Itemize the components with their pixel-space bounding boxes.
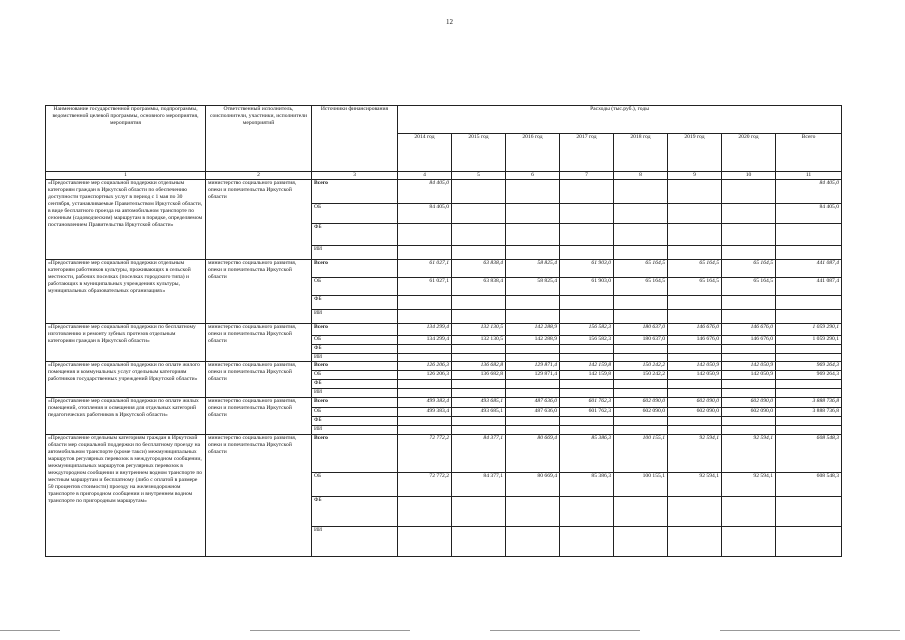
- amount-cell: [668, 354, 722, 362]
- column-index: 10: [722, 172, 776, 180]
- scan-edge: [250, 630, 410, 631]
- amount-cell: [398, 345, 452, 354]
- funding-source: ОБ: [312, 336, 398, 345]
- header-year: 2014 год: [398, 134, 452, 172]
- amount-cell: 142 288,9: [506, 324, 560, 336]
- funding-source: ОБ: [312, 408, 398, 417]
- amount-cell: 142 159,8: [560, 362, 614, 371]
- amount-cell: [614, 426, 668, 435]
- amount-cell: 65 164,5: [614, 260, 668, 278]
- amount-cell: [506, 497, 560, 527]
- amount-cell: [668, 527, 722, 557]
- funding-source: Всего: [312, 398, 398, 408]
- program-executor: министерство социального развития, опеки и попечительства Иркутской области: [206, 435, 312, 557]
- amount-cell: [506, 417, 560, 426]
- program-executor: министерство социального развития, опеки и попечительства Иркутской области: [206, 260, 312, 324]
- program-executor: министерство социального развития, опеки и попечительства Иркутской области: [206, 362, 312, 398]
- funding-source: Всего: [312, 435, 398, 473]
- amount-cell: [452, 389, 506, 398]
- header-expenses: Расходы (тыс.руб.), годы: [398, 106, 842, 134]
- amount-cell: 72 772,2: [398, 435, 452, 473]
- amount-cell: [722, 345, 776, 354]
- header-year: 2018 год: [614, 134, 668, 172]
- amount-cell: [398, 246, 452, 260]
- funding-source: ФБ: [312, 224, 398, 246]
- amount-cell: 61 027,1: [398, 278, 452, 296]
- amount-cell: 441 087,4: [776, 278, 842, 296]
- amount-cell: [560, 497, 614, 527]
- amount-cell: 146 676,0: [722, 324, 776, 336]
- program-name: «Предоставление мер социальной поддержки отдельным категориям граждан в Иркутской области по обеспечению доступности транспортных услуг в период с 1 мая по 30 сентября, устанавливаемые Правительством Иркутской области, в виде бесплатного проезда на автомобильном транспорте по сезонным (садоводческим) маршрутам в порядке, определяемом постановлением Правительства Иркутской области»: [46, 180, 206, 260]
- amount-cell: [722, 380, 776, 389]
- amount-cell: [452, 345, 506, 354]
- amount-cell: [452, 527, 506, 557]
- amount-cell: 142 288,9: [506, 336, 560, 345]
- program-name: «Предоставление мер социальной поддержки по бесплатному изготовлению и ремонту зубных протезов отдельным категориям граждан в Иркутской области»: [46, 324, 206, 362]
- column-index: 3: [312, 172, 398, 180]
- amount-cell: [452, 180, 506, 204]
- amount-cell: 100 155,1: [614, 473, 668, 497]
- amount-cell: 969 264,3: [776, 362, 842, 371]
- amount-cell: [668, 497, 722, 527]
- amount-cell: 84 405,0: [398, 204, 452, 224]
- header-executor: Ответственный исполнитель, соисполнители, участники, исполнители мероприятий: [206, 106, 312, 172]
- funding-source: ИИ: [312, 354, 398, 362]
- amount-cell: 969 264,3: [776, 371, 842, 380]
- amount-cell: [398, 380, 452, 389]
- column-index: 1: [46, 172, 206, 180]
- amount-cell: 63 838,4: [452, 260, 506, 278]
- amount-cell: [776, 310, 842, 324]
- header-year: 2016 год: [506, 134, 560, 172]
- funding-source: ФБ: [312, 380, 398, 389]
- amount-cell: [722, 389, 776, 398]
- table-row: [46, 260, 842, 278]
- amount-cell: [452, 246, 506, 260]
- program-executor: министерство социального развития, опеки и попечительства Иркутской области: [206, 324, 312, 362]
- amount-cell: 180 637,0: [614, 324, 668, 336]
- program-executor: министерство социального развития, опеки и попечительства Иркутской области: [206, 180, 312, 260]
- funding-source: ФБ: [312, 417, 398, 426]
- funding-source: ИИ: [312, 389, 398, 398]
- table-row: [46, 435, 842, 473]
- amount-cell: [614, 380, 668, 389]
- amount-cell: [560, 389, 614, 398]
- amount-cell: 100 155,1: [614, 435, 668, 473]
- financing-table: [45, 105, 842, 557]
- amount-cell: 487 636,0: [506, 398, 560, 408]
- amount-cell: [506, 296, 560, 310]
- amount-cell: [506, 180, 560, 204]
- amount-cell: 129 871,4: [506, 362, 560, 371]
- amount-cell: [398, 417, 452, 426]
- amount-cell: [776, 417, 842, 426]
- amount-cell: 1 059 290,1: [776, 324, 842, 336]
- amount-cell: [722, 204, 776, 224]
- header-source: Источники финансирования: [312, 106, 398, 172]
- amount-cell: [614, 345, 668, 354]
- program-name: «Предоставление мер социальной поддержки по оплате жилого помещения и коммунальных услуг отдельным категориям работников государственных учреждений Иркутской области»: [46, 362, 206, 398]
- header-program-name: Наименование государственной программы, подпрограммы, ведомственной целевой программы, основного мероприятия, мероприятия: [46, 106, 206, 172]
- amount-cell: 92 594,1: [722, 473, 776, 497]
- amount-cell: 1 059 290,1: [776, 336, 842, 345]
- amount-cell: 61 027,1: [398, 260, 452, 278]
- page-number: 12: [446, 18, 453, 26]
- scan-edge: [720, 630, 900, 631]
- amount-cell: 65 164,5: [722, 260, 776, 278]
- amount-cell: 132 130,5: [452, 336, 506, 345]
- amount-cell: [506, 345, 560, 354]
- amount-cell: [668, 296, 722, 310]
- amount-cell: 3 888 736,8: [776, 408, 842, 417]
- amount-cell: [506, 224, 560, 246]
- amount-cell: [560, 204, 614, 224]
- amount-cell: [776, 389, 842, 398]
- amount-cell: [668, 380, 722, 389]
- amount-cell: 142 050,9: [722, 362, 776, 371]
- amount-cell: [614, 204, 668, 224]
- amount-cell: 92 594,1: [668, 435, 722, 473]
- amount-cell: [722, 296, 776, 310]
- amount-cell: [506, 380, 560, 389]
- amount-cell: 493 685,1: [452, 398, 506, 408]
- amount-cell: [560, 380, 614, 389]
- scan-edge: [490, 630, 640, 631]
- amount-cell: [776, 224, 842, 246]
- column-index: 9: [668, 172, 722, 180]
- amount-cell: [722, 246, 776, 260]
- amount-cell: [614, 417, 668, 426]
- amount-cell: [722, 426, 776, 435]
- header-year: 2015 год: [452, 134, 506, 172]
- header-year: 2019 год: [668, 134, 722, 172]
- amount-cell: 65 164,5: [722, 278, 776, 296]
- amount-cell: [722, 417, 776, 426]
- amount-cell: [776, 380, 842, 389]
- amount-cell: [452, 224, 506, 246]
- program-name: «Предоставление мер социальной поддержки по оплате жилых помещений, отопления и освещения для отдельных категорий педагогических работников в Иркутской области»: [46, 398, 206, 435]
- amount-cell: 84 377,1: [452, 435, 506, 473]
- amount-cell: [776, 345, 842, 354]
- amount-cell: 92 594,1: [668, 473, 722, 497]
- amount-cell: 180 637,0: [614, 336, 668, 345]
- amount-cell: 3 888 736,8: [776, 398, 842, 408]
- amount-cell: [722, 497, 776, 527]
- funding-source: ФБ: [312, 345, 398, 354]
- amount-cell: 602 090,0: [722, 398, 776, 408]
- amount-cell: 601 762,3: [560, 408, 614, 417]
- amount-cell: 84 377,1: [452, 473, 506, 497]
- funding-source: Всего: [312, 180, 398, 204]
- program-executor: министерство социального развития, опеки и попечительства Иркутской области: [206, 398, 312, 435]
- amount-cell: [560, 180, 614, 204]
- amount-cell: [452, 354, 506, 362]
- amount-cell: [506, 389, 560, 398]
- funding-source: ОБ: [312, 278, 398, 296]
- amount-cell: 499 383,4: [398, 408, 452, 417]
- funding-source: ИИ: [312, 426, 398, 435]
- amount-cell: [668, 310, 722, 324]
- amount-cell: 80 669,4: [506, 473, 560, 497]
- amount-cell: [668, 246, 722, 260]
- amount-cell: 58 825,4: [506, 260, 560, 278]
- amount-cell: [668, 426, 722, 435]
- amount-cell: [452, 380, 506, 389]
- amount-cell: 441 087,4: [776, 260, 842, 278]
- column-index: 5: [452, 172, 506, 180]
- amount-cell: 602 090,0: [668, 398, 722, 408]
- amount-cell: [614, 180, 668, 204]
- amount-cell: 499 383,4: [398, 398, 452, 408]
- amount-cell: [560, 426, 614, 435]
- amount-cell: [668, 204, 722, 224]
- amount-cell: [506, 310, 560, 324]
- program-name: «Предоставление отдельным категориям граждан в Иркутской области мер социальной поддержки по бесплатному проезду на автомобильном транспорте (кроме такси) межмуниципальных маршрутов регулярных перевозок в междугородном сообщении, межмуниципальных маршрутов регулярных перевозок в междугородном сообщении и внутреннем водном транспорте по местным маршрутам и бесплатному (либо с оплатой в размере 50 процентов стоимости) проезду на железнодорожном транспорте в пригородном сообщении и внутреннем водном транспорте по пригородным маршрутам»: [46, 435, 206, 557]
- amount-cell: 602 090,0: [614, 398, 668, 408]
- column-index: 4: [398, 172, 452, 180]
- amount-cell: [506, 426, 560, 435]
- amount-cell: 142 159,8: [560, 371, 614, 380]
- amount-cell: [668, 389, 722, 398]
- amount-cell: 156 582,3: [560, 324, 614, 336]
- column-index: 6: [506, 172, 560, 180]
- column-index: 7: [560, 172, 614, 180]
- table-row: [46, 398, 842, 408]
- amount-cell: [776, 246, 842, 260]
- amount-cell: [668, 180, 722, 204]
- amount-cell: [452, 204, 506, 224]
- amount-cell: 84 405,0: [776, 204, 842, 224]
- amount-cell: [776, 354, 842, 362]
- amount-cell: [722, 224, 776, 246]
- funding-source: Всего: [312, 324, 398, 336]
- amount-cell: 84 405,0: [398, 180, 452, 204]
- amount-cell: 126 206,3: [398, 362, 452, 371]
- table-row: [46, 180, 842, 204]
- amount-cell: [398, 296, 452, 310]
- amount-cell: 136 682,8: [452, 362, 506, 371]
- amount-cell: 126 206,3: [398, 371, 452, 380]
- amount-cell: 85 386,3: [560, 473, 614, 497]
- amount-cell: [722, 527, 776, 557]
- amount-cell: [452, 296, 506, 310]
- amount-cell: [668, 345, 722, 354]
- header-year: 2017 год: [560, 134, 614, 172]
- amount-cell: 85 386,3: [560, 435, 614, 473]
- column-index: 11: [776, 172, 842, 180]
- table-row: [46, 324, 842, 336]
- amount-cell: 136 682,8: [452, 371, 506, 380]
- amount-cell: [398, 310, 452, 324]
- amount-cell: [452, 426, 506, 435]
- amount-cell: 61 903,0: [560, 260, 614, 278]
- amount-cell: 487 636,0: [506, 408, 560, 417]
- amount-cell: 142 050,9: [668, 362, 722, 371]
- amount-cell: [452, 417, 506, 426]
- amount-cell: [614, 389, 668, 398]
- amount-cell: [506, 527, 560, 557]
- amount-cell: [506, 246, 560, 260]
- table-row: [46, 362, 842, 371]
- amount-cell: [398, 354, 452, 362]
- funding-source: Всего: [312, 260, 398, 278]
- amount-cell: 80 669,4: [506, 435, 560, 473]
- header-total: Всего: [776, 134, 842, 172]
- amount-cell: 493 685,1: [452, 408, 506, 417]
- funding-source: ФБ: [312, 296, 398, 310]
- amount-cell: [722, 180, 776, 204]
- amount-cell: 65 164,5: [614, 278, 668, 296]
- amount-cell: [560, 527, 614, 557]
- header-year: 2020 год: [722, 134, 776, 172]
- amount-cell: [560, 246, 614, 260]
- amount-cell: 142 050,9: [722, 371, 776, 380]
- amount-cell: 608 548,3: [776, 473, 842, 497]
- amount-cell: [722, 310, 776, 324]
- amount-cell: 132 130,5: [452, 324, 506, 336]
- amount-cell: [398, 426, 452, 435]
- amount-cell: 134 299,4: [398, 336, 452, 345]
- column-index: 8: [614, 172, 668, 180]
- amount-cell: 608 548,3: [776, 435, 842, 473]
- amount-cell: 146 676,0: [668, 324, 722, 336]
- amount-cell: [614, 354, 668, 362]
- amount-cell: 65 164,5: [668, 260, 722, 278]
- amount-cell: 61 903,0: [560, 278, 614, 296]
- amount-cell: [614, 296, 668, 310]
- amount-cell: [776, 497, 842, 527]
- amount-cell: [398, 224, 452, 246]
- amount-cell: [668, 417, 722, 426]
- amount-cell: [560, 354, 614, 362]
- amount-cell: [668, 224, 722, 246]
- amount-cell: 602 090,0: [668, 408, 722, 417]
- amount-cell: 84 405,0: [776, 180, 842, 204]
- amount-cell: 134 299,4: [398, 324, 452, 336]
- amount-cell: [398, 527, 452, 557]
- funding-source: ОБ: [312, 473, 398, 497]
- amount-cell: [614, 246, 668, 260]
- funding-source: ИИ: [312, 527, 398, 557]
- funding-source: Всего: [312, 362, 398, 371]
- amount-cell: 129 871,4: [506, 371, 560, 380]
- funding-source: ИИ: [312, 310, 398, 324]
- amount-cell: [722, 354, 776, 362]
- amount-cell: 58 825,4: [506, 278, 560, 296]
- scan-edge: [0, 630, 60, 631]
- amount-cell: [614, 527, 668, 557]
- amount-cell: 146 676,0: [722, 336, 776, 345]
- amount-cell: 72 772,2: [398, 473, 452, 497]
- amount-cell: [614, 224, 668, 246]
- funding-source: ИИ: [312, 246, 398, 260]
- funding-source: ФБ: [312, 497, 398, 527]
- amount-cell: 150 242,2: [614, 371, 668, 380]
- amount-cell: [398, 497, 452, 527]
- amount-cell: 92 594,1: [722, 435, 776, 473]
- amount-cell: [776, 426, 842, 435]
- amount-cell: 602 090,0: [614, 408, 668, 417]
- amount-cell: [560, 417, 614, 426]
- amount-cell: [560, 310, 614, 324]
- funding-source: ОБ: [312, 371, 398, 380]
- amount-cell: 601 762,3: [560, 398, 614, 408]
- amount-cell: 63 838,4: [452, 278, 506, 296]
- amount-cell: [452, 497, 506, 527]
- amount-cell: [614, 310, 668, 324]
- funding-source: ОБ: [312, 204, 398, 224]
- amount-cell: [776, 296, 842, 310]
- amount-cell: 150 242,2: [614, 362, 668, 371]
- amount-cell: [560, 296, 614, 310]
- amount-cell: 142 050,9: [668, 371, 722, 380]
- amount-cell: [560, 224, 614, 246]
- amount-cell: [506, 204, 560, 224]
- amount-cell: 146 676,0: [668, 336, 722, 345]
- amount-cell: [776, 527, 842, 557]
- amount-cell: [452, 310, 506, 324]
- amount-cell: 602 090,0: [722, 408, 776, 417]
- column-index: 2: [206, 172, 312, 180]
- amount-cell: [506, 354, 560, 362]
- amount-cell: [398, 389, 452, 398]
- amount-cell: [614, 497, 668, 527]
- amount-cell: 156 582,3: [560, 336, 614, 345]
- program-name: «Предоставление мер социальной поддержки отдельным категориям работников культуры, проживающих в сельской местности, рабочих поселках (поселках городского типа) и работающих в муниципальных учреждениях культуры, муниципальных образовательных организациях»: [46, 260, 206, 324]
- amount-cell: [560, 345, 614, 354]
- amount-cell: 65 164,5: [668, 278, 722, 296]
